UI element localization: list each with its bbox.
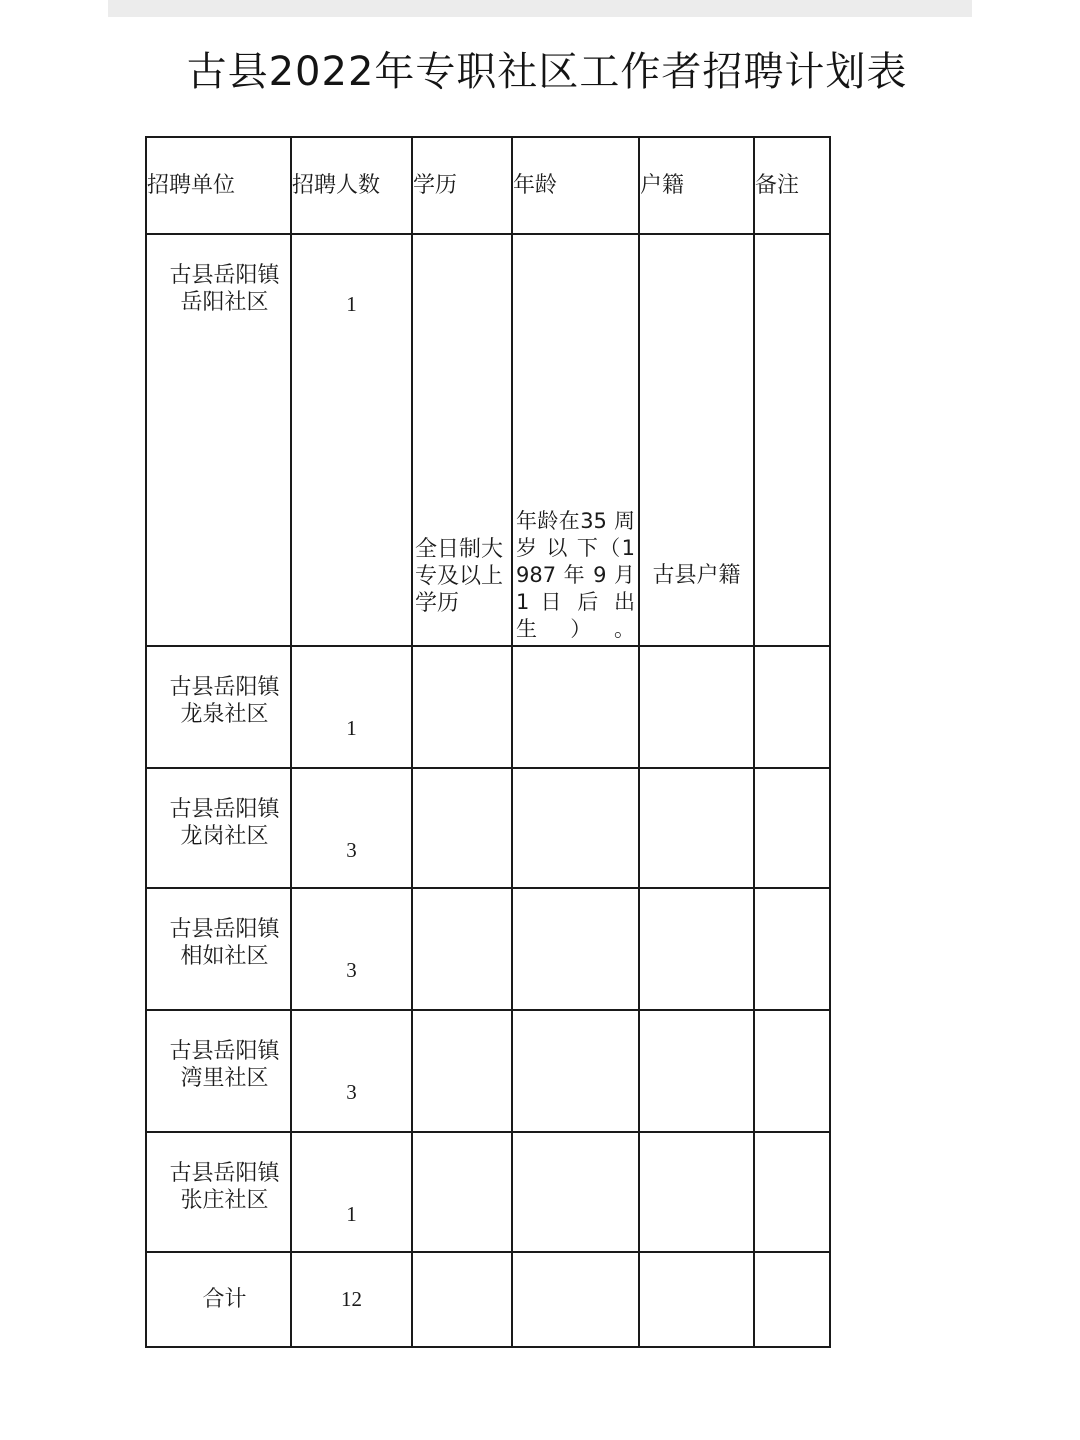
count-cell: 3 bbox=[291, 768, 412, 888]
unit-town: 古县岳阳镇 bbox=[169, 263, 280, 288]
unit-community: 张庄社区 bbox=[180, 1188, 269, 1213]
table-row bbox=[146, 768, 830, 888]
count-cell: 3 bbox=[291, 1010, 412, 1132]
huji-cell bbox=[639, 646, 754, 768]
header-unit: 招聘单位 bbox=[146, 137, 291, 234]
header-note: 备注 bbox=[754, 137, 830, 234]
table-row bbox=[146, 1010, 830, 1132]
note-cell bbox=[754, 768, 830, 888]
age-requirement: 年龄在35 周岁 以 下（1987 年 9 月 1 日 后 出 生）。 bbox=[512, 234, 639, 646]
recruitment-plan-table bbox=[145, 136, 831, 1348]
education-cell bbox=[412, 1010, 512, 1132]
note-cell bbox=[754, 1010, 830, 1132]
age-cell bbox=[512, 1252, 639, 1347]
count-cell: 1 bbox=[291, 234, 412, 646]
top-scroll-strip bbox=[108, 0, 972, 17]
total-label: 合计 bbox=[146, 1252, 291, 1347]
note-cell bbox=[754, 646, 830, 768]
unit-cell bbox=[146, 1132, 291, 1252]
header-education: 学历 bbox=[412, 137, 512, 234]
age-cell bbox=[512, 1010, 639, 1132]
unit-community: 龙泉社区 bbox=[180, 702, 269, 727]
education-cell bbox=[412, 1132, 512, 1252]
education-cell bbox=[412, 1252, 512, 1347]
education-requirement: 全日制大专及以上学历 bbox=[412, 234, 512, 646]
total-count: 12 bbox=[291, 1252, 412, 1347]
count-cell: 3 bbox=[291, 888, 412, 1010]
huji-cell bbox=[639, 768, 754, 888]
note-cell bbox=[754, 1252, 830, 1347]
table-header-row bbox=[146, 137, 830, 234]
unit-town: 古县岳阳镇 bbox=[169, 917, 280, 942]
unit-town: 古县岳阳镇 bbox=[169, 797, 280, 822]
age-cell bbox=[512, 1132, 639, 1252]
note-cell bbox=[754, 234, 830, 646]
header-age: 年龄 bbox=[512, 137, 639, 234]
education-cell bbox=[412, 646, 512, 768]
education-cell bbox=[412, 888, 512, 1010]
huji-requirement: 古县户籍 bbox=[639, 234, 754, 646]
age-cell bbox=[512, 888, 639, 1010]
age-cell bbox=[512, 646, 639, 768]
unit-town: 古县岳阳镇 bbox=[169, 1039, 280, 1064]
huji-cell bbox=[639, 1132, 754, 1252]
unit-community: 岳阳社区 bbox=[180, 290, 269, 315]
table-row bbox=[146, 234, 830, 646]
total-row bbox=[146, 1252, 830, 1347]
huji-cell bbox=[639, 888, 754, 1010]
unit-cell bbox=[146, 234, 291, 646]
table-row bbox=[146, 888, 830, 1010]
table-row bbox=[146, 646, 830, 768]
note-cell bbox=[754, 888, 830, 1010]
unit-town: 古县岳阳镇 bbox=[169, 1161, 280, 1186]
education-cell bbox=[412, 768, 512, 888]
unit-town: 古县岳阳镇 bbox=[169, 675, 280, 700]
note-cell bbox=[754, 1132, 830, 1252]
unit-community: 相如社区 bbox=[180, 944, 269, 969]
header-huji: 户籍 bbox=[639, 137, 754, 234]
unit-cell bbox=[146, 1010, 291, 1132]
header-count: 招聘人数 bbox=[291, 137, 412, 234]
unit-community: 湾里社区 bbox=[180, 1066, 269, 1091]
unit-community: 龙岗社区 bbox=[180, 824, 269, 849]
unit-cell bbox=[146, 646, 291, 768]
table-row bbox=[146, 1132, 830, 1252]
count-cell: 1 bbox=[291, 646, 412, 768]
count-cell: 1 bbox=[291, 1132, 412, 1252]
unit-cell bbox=[146, 768, 291, 888]
age-cell bbox=[512, 768, 639, 888]
unit-cell bbox=[146, 888, 291, 1010]
page-title: 古县2022年专职社区工作者招聘计划表 bbox=[186, 49, 908, 95]
huji-cell bbox=[639, 1252, 754, 1347]
huji-cell bbox=[639, 1010, 754, 1132]
